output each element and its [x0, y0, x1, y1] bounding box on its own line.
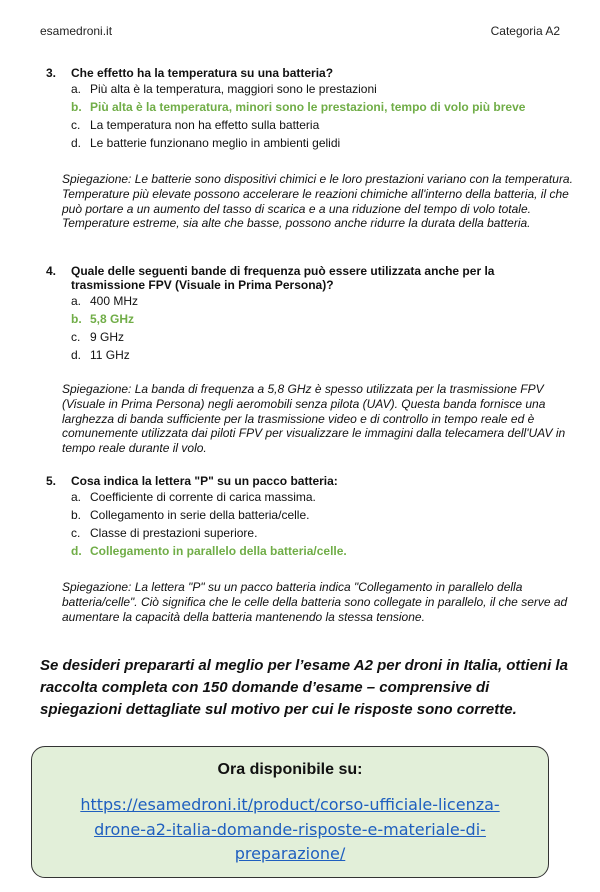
option-letter: c. — [71, 330, 81, 344]
question-number: 5. — [46, 474, 57, 488]
product-link[interactable]: https://esamedroni.it/product/corso-ufficiale-licenza-drone-a2-italia-domande-risposte-e-materiale-di-preparazione/ — [80, 795, 500, 863]
option-d-correct — [71, 542, 566, 560]
option-d — [71, 134, 566, 152]
option-letter: b. — [71, 508, 82, 522]
site-name: esamedroni.it — [40, 24, 113, 38]
question-number: 3. — [46, 66, 57, 80]
option-letter: c. — [71, 526, 81, 540]
question-text: Cosa indica la lettera "P" su un pacco batteria: — [71, 474, 338, 488]
option-text: Più alta è la temperatura, minori sono le prestazioni, tempo di volo più breve — [90, 100, 526, 114]
option-text: 400 MHz — [90, 294, 139, 308]
option-d — [71, 346, 566, 364]
option-letter: d. — [71, 544, 82, 558]
option-letter: d. — [71, 136, 82, 150]
option-b-correct — [71, 310, 566, 328]
option-letter: c. — [71, 118, 81, 132]
option-a — [71, 488, 566, 506]
cta-title: Ora disponibile su: — [217, 761, 363, 778]
option-text: 11 GHz — [90, 348, 130, 362]
promo-text: Se desideri prepararti al meglio per l’esame A2 per droni in Italia, ottieni la raccolta completa con 150 domande d’esame – comprensive di spiegazioni dettagliate sul motivo per cui le risposte sono corrette. — [40, 657, 568, 718]
option-text: La temperatura non ha effetto sulla batteria — [90, 118, 320, 132]
option-b-correct — [71, 98, 566, 116]
question-number: 4. — [46, 264, 57, 278]
question-3 — [46, 66, 566, 152]
explanation-3: Spiegazione: Le batterie sono dispositivi chimici e le loro prestazioni variano con la temperatura. Temperature più elevate possono accelerare le reazioni chimiche all'interno della batteria, il che può portare a un aumento del tasso di scarica e a una riduzione del tempo di volo totale. Temperature estreme, sia alte che basse, possono anche ridurre la durata della batteria. — [62, 172, 573, 231]
explanation-5: Spiegazione: La lettera "P" su un pacco batteria indica "Collegamento in parallelo della batteria/celle". Ciò significa che le celle della batteria sono collegate in parallelo, il che serve ad aumentare la capacità della batteria mantenendo la stessa tensione. — [62, 580, 568, 624]
question-4 — [46, 264, 566, 364]
option-text: Collegamento in parallelo della batteria/celle. — [90, 544, 347, 558]
option-c — [71, 328, 566, 346]
explanation-4: Spiegazione: La banda di frequenza a 5,8 GHz è spesso utilizzata per la trasmissione FPV (Visuale in Prima Persona) negli aeromobili senza pilota (UAV). Questa banda fornisce una larghezza di banda sufficiente per la trasmissione video e di controllo in tempo reale ed è comunemente utilizzata dai piloti FPV per visualizzare le immagini dalla telecamera dell'UAV in tempo reale durante il volo. — [62, 382, 566, 456]
option-text: 9 GHz — [90, 330, 125, 344]
option-text: Collegamento in serie della batteria/celle. — [90, 508, 310, 522]
option-text: Coefficiente di corrente di carica massima. — [90, 490, 316, 504]
option-letter: b. — [71, 100, 82, 114]
question-text: Quale delle seguenti bande di frequenza può essere utilizzata anche per la trasmissione FPV (Visuale in Prima Persona)? — [71, 264, 495, 292]
option-letter: d. — [71, 348, 82, 362]
option-text: 5,8 GHz — [90, 312, 135, 326]
cta-box — [31, 746, 549, 878]
option-a — [71, 292, 566, 310]
category-label: Categoria A2 — [490, 24, 560, 38]
question-5 — [46, 474, 566, 560]
option-b — [71, 506, 566, 524]
option-letter: a. — [71, 294, 82, 308]
option-letter: a. — [71, 82, 82, 96]
option-c — [71, 116, 566, 134]
option-text: Le batterie funzionano meglio in ambienti gelidi — [90, 136, 341, 150]
option-c — [71, 524, 566, 542]
option-letter: a. — [71, 490, 82, 504]
question-text: Che effetto ha la temperatura su una batteria? — [71, 66, 334, 80]
option-text: Più alta è la temperatura, maggiori sono le prestazioni — [90, 82, 377, 96]
option-a — [71, 80, 566, 98]
option-text: Classe di prestazioni superiore. — [90, 526, 258, 540]
option-letter: b. — [71, 312, 82, 326]
